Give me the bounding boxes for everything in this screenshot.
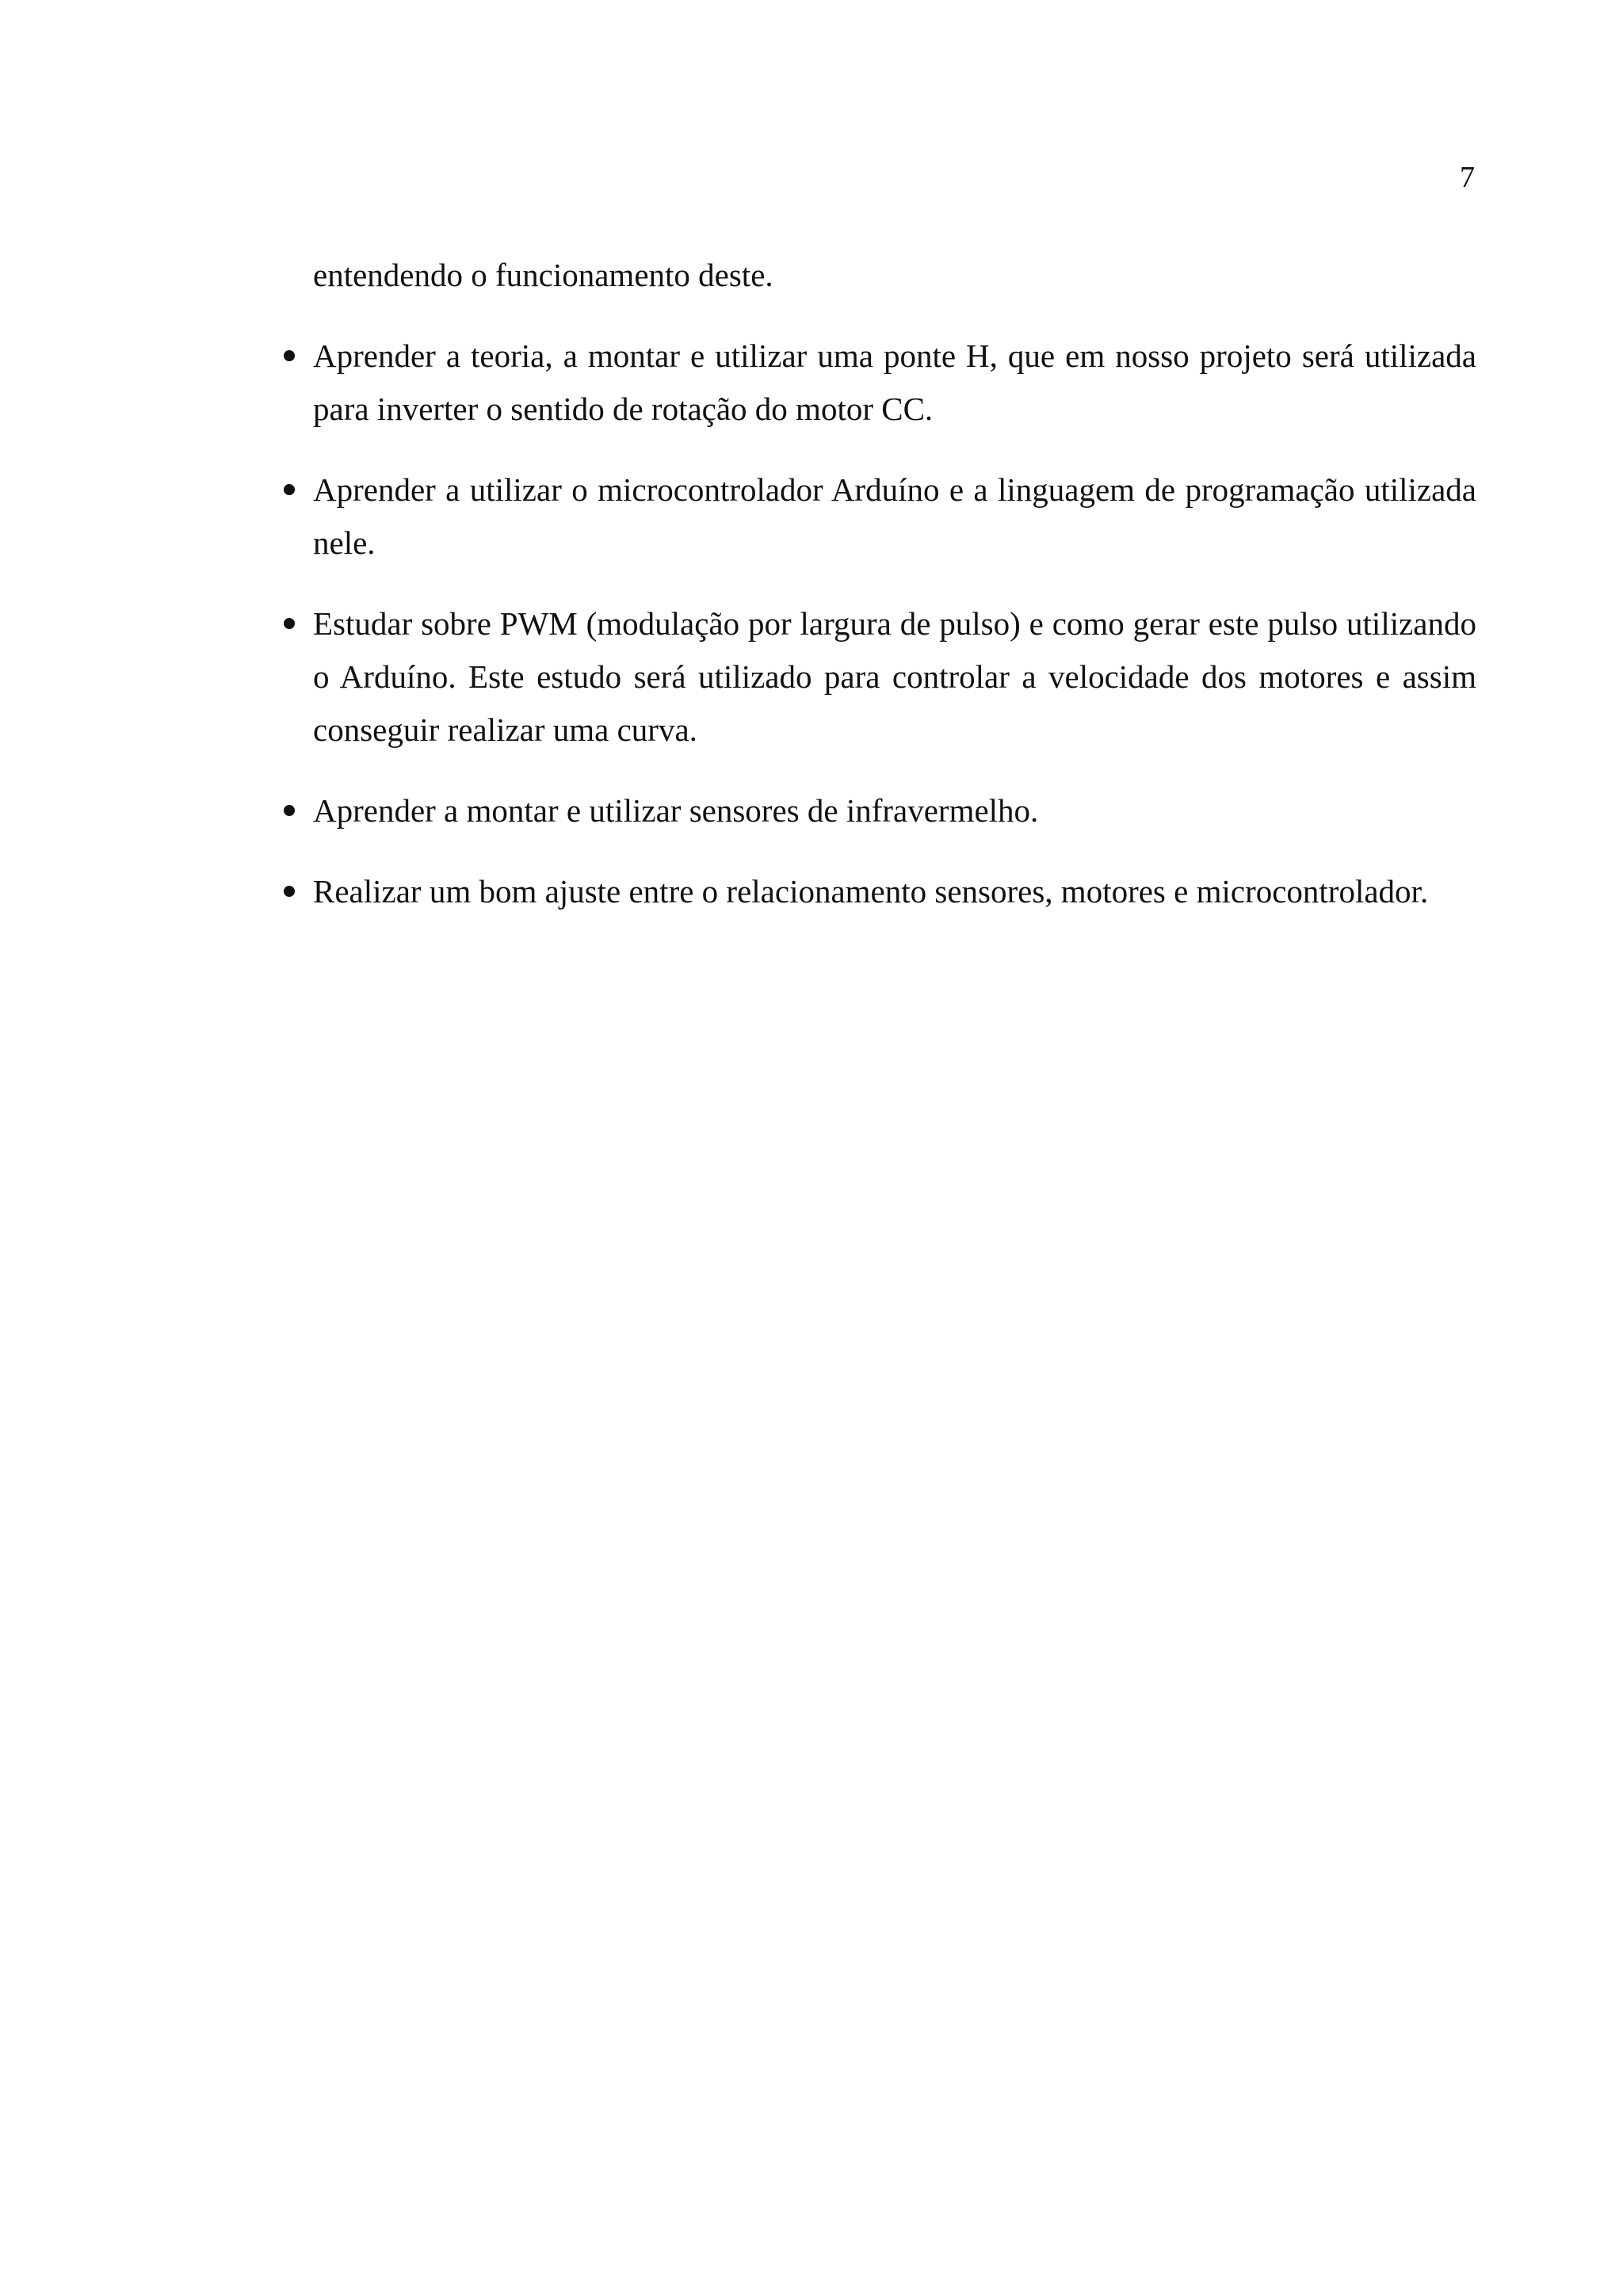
list-item <box>284 784 1476 837</box>
list-item-text: Aprender a utilizar o microcontrolador Arduíno e a linguagem de programação utilizada nele. <box>313 471 1476 561</box>
continuation-text: entendendo o funcionamento deste. <box>313 257 773 293</box>
bullet-list <box>284 330 1476 918</box>
bullet-icon <box>284 886 295 897</box>
list-item <box>284 330 1476 436</box>
list-item-text: Realizar um bom ajuste entre o relacionamento sensores, motores e microcontrolador. <box>313 873 1429 910</box>
bullet-icon <box>284 805 295 816</box>
page-number: 7 <box>1460 161 1475 194</box>
bullet-icon <box>284 350 295 361</box>
list-item-text: Estudar sobre PWM (modulação por largura de pulso) e como gerar este pulso utilizando o Arduíno. Este estudo será utilizado para controlar a velocidade dos motores e assim conseguir realizar uma curva. <box>313 605 1476 748</box>
bullet-icon <box>284 484 295 495</box>
list-item <box>284 597 1476 757</box>
bullet-icon <box>284 618 295 629</box>
list-item-text: Aprender a teoria, a montar e utilizar uma ponte H, que em nosso projeto será utilizada para inverter o sentido de rotação do motor CC. <box>313 338 1476 427</box>
document-body <box>284 249 1476 918</box>
list-item <box>284 865 1476 918</box>
list-item-text: Aprender a montar e utilizar sensores de infravermelho. <box>313 792 1039 829</box>
list-item <box>284 463 1476 570</box>
